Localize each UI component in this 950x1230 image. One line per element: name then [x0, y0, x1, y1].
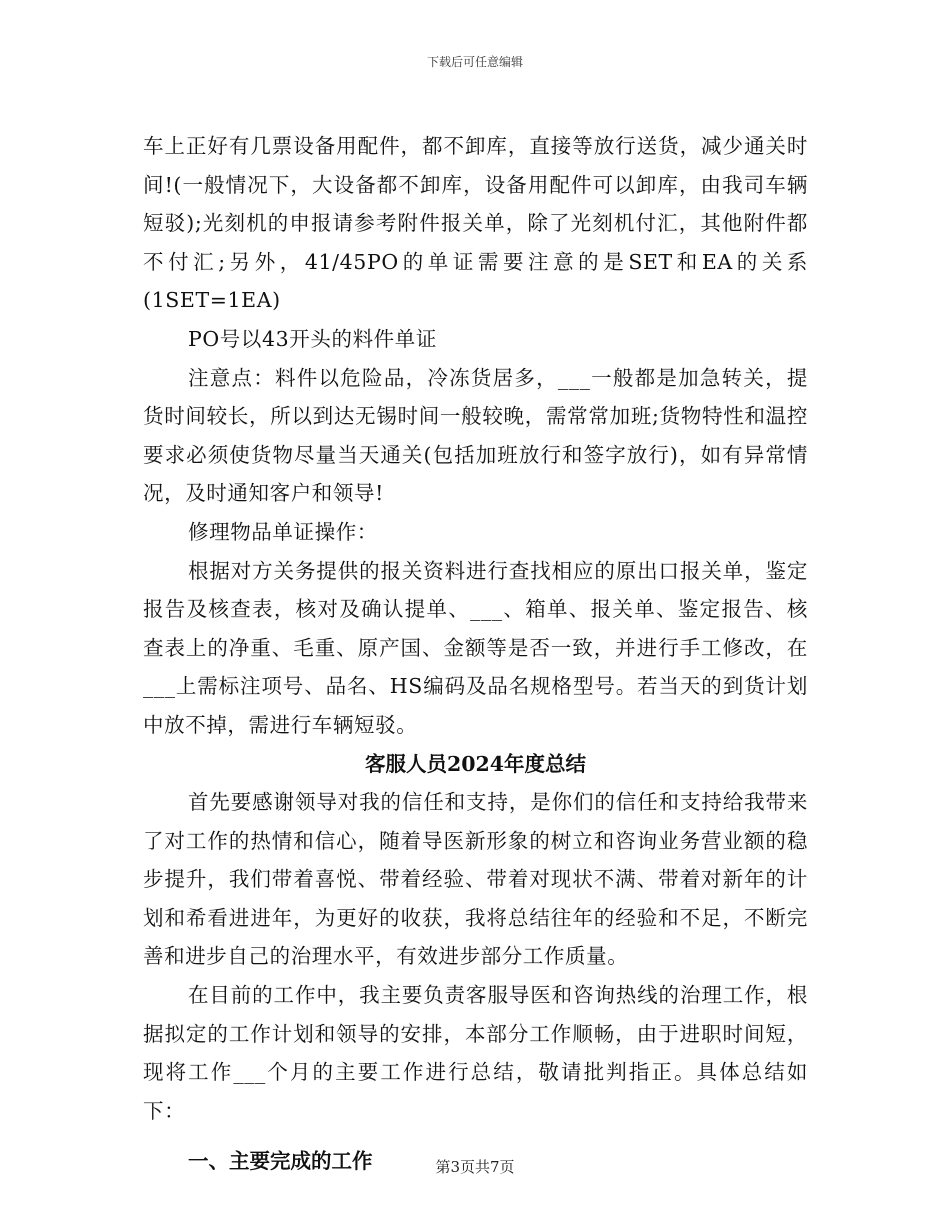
paragraph: PO号以43开头的料件单证 — [188, 326, 437, 351]
paragraph: 修理物品单证操作： — [188, 519, 378, 544]
paragraph: 注意点：料件以危险品，冷冻货居多，___一般都是加急转关，提货时间较长，所以到达无锡时间一般较晚，需常常加班;货物特性和温控要求必须使货物尽量当天通关(包括加班放行和签字放行)，如有异常情况，及时通知客户和领导! — [143, 365, 808, 506]
paragraph: 根据对方关务提供的报关资料进行查找相应的原出口报关单，鉴定报告及核查表，核对及确认提单、___、箱单、报关单、鉴定报告、核查表上的净重、毛重、原产国、金额等是否一致，并进行手工修改，在___上需标注项号、品名、HS编码及品名规格型号。若当天的到货计划中放不掉，需进行车辆短驳。 — [143, 558, 808, 737]
paragraph: 车上正好有几票设备用配件，都不卸库，直接等放行送货，减少通关时间!(一般情况下，大设备都不卸库，设备用配件可以卸库，由我司车辆短驳);光刻机的申报请参考附件报关单，除了光刻机付汇，其他附件都不付汇;另外，41/45PO的单证需要注意的是SET和EA的关系(1SET=1EA) — [143, 134, 808, 313]
paragraph: 在目前的工作中，我主要负责客服导医和咨询热线的治理工作，根据拟定的工作计划和领导的安排，本部分工作顺畅，由于进职时间短，现将工作___个月的主要工作进行总结，敬请批判指正。具体总结如下： — [143, 983, 808, 1123]
paragraph: 首先要感谢领导对我的信任和支持，是你们的信任和支持给我带来了对工作的热情和信心，随着导医新形象的树立和咨询业务营业额的稳步提升，我们带着喜悦、带着经验、带着对现状不满、带着对新年的计划和希看进进年，为更好的收获，我将总结往年的经验和不足，不断完善和进步自己的治理水平，有效进步部分工作质量。 — [143, 790, 808, 969]
document-title: 客服人员2024年度总结 — [364, 751, 587, 776]
document-body — [143, 127, 808, 1181]
page-footer: 第3页共7页 — [435, 1158, 515, 1176]
section-heading: 一、主要完成的工作 — [188, 1149, 373, 1174]
page-header: 下载后可任意编辑 — [426, 55, 523, 69]
